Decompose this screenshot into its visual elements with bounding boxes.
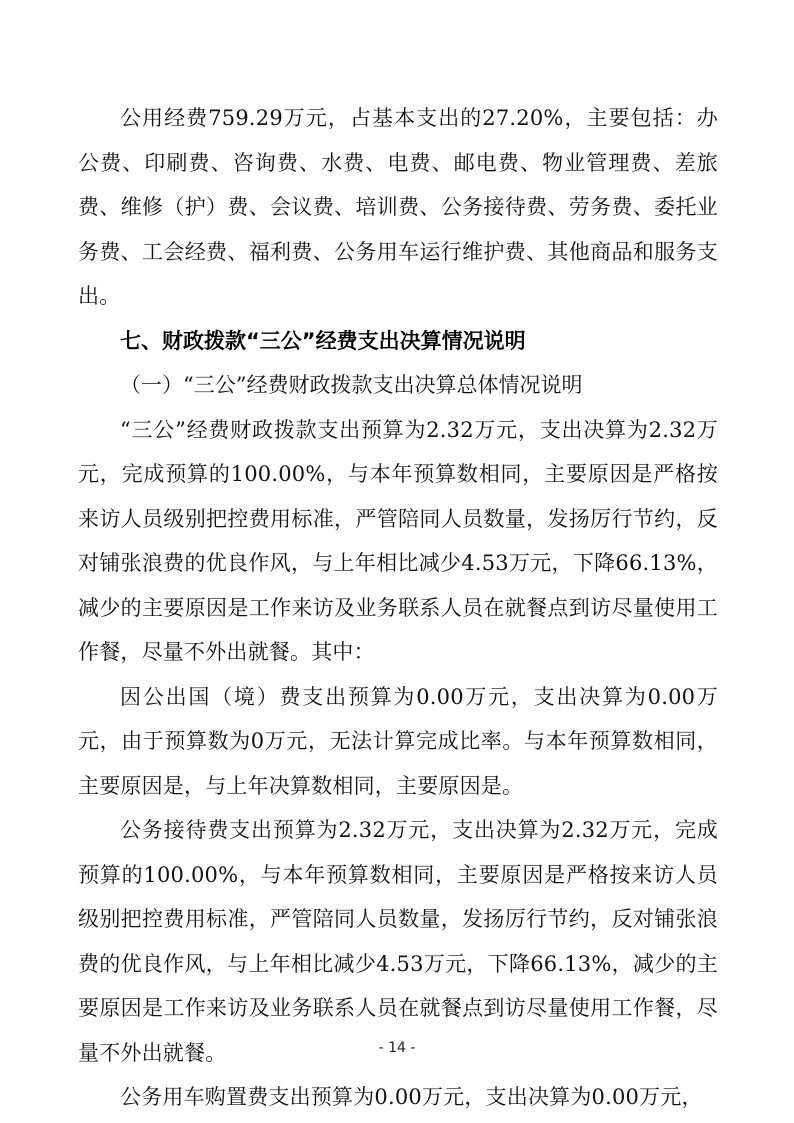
paragraph-vehicle-purchase: 公务用车购置费支出预算为0.00万元，支出决算为0.00万元， (120, 1085, 703, 1109)
section-heading: 七、财政拨款“三公”经费支出决算情况说明 (120, 328, 526, 353)
paragraph-overseas-travel: 因公出国（境）费支出预算为0.00万元，支出决算为0.00万元，由于预算数为0万元，无法计算完成比率。与本年预算数相同，主要原因是，与上年决算数相同，主要原因是。 (78, 684, 718, 798)
paragraph-public-funds: 公用经费759.29万元，占基本支出的27.20%，主要包括：办公费、印刷费、咨询费、水费、电费、邮电费、物业管理费、差旅费、维修（护）费、会议费、培训费、公务接待费、劳务费、委托业务费、工会经费、福利费、公务用车运行维护费、其他商品和服务支出。 (78, 106, 718, 308)
paragraph-three-public-overview: “三公”经费财政拨款支出预算为2.32万元，支出决算为2.32万元，完成预算的100.00%，与本年预算数相同，主要原因是严格按来访人员级别把控费用标准，严管陪同人员数量，发扬厉行节约，反对铺张浪费的优良作风，与上年相比减少4.53万元，下降66.13%，减少的主要原因是工作来访及业务联系人员在就餐点到访尽量使用工作餐，尽量不外出就餐。其中： (78, 417, 718, 664)
page-number: - 14 - (378, 1040, 416, 1056)
document-body (78, 96, 718, 1120)
paragraph-reception: 公务接待费支出预算为2.32万元，支出决算为2.32万元，完成预算的100.00%，与本年预算数相同，主要原因是严格按来访人员级别把控费用标准，严管陪同人员数量，发扬厉行节约，反对铺张浪费的优良作风，与上年相比减少4.53万元，下降66.13%，减少的主要原因是工作来访及业务联系人员在就餐点到访尽量使用工作餐，尽量不外出就餐。 (78, 818, 718, 1065)
subsection-heading: （一）“三公”经费财政拨款支出决算总体情况说明 (120, 373, 583, 397)
